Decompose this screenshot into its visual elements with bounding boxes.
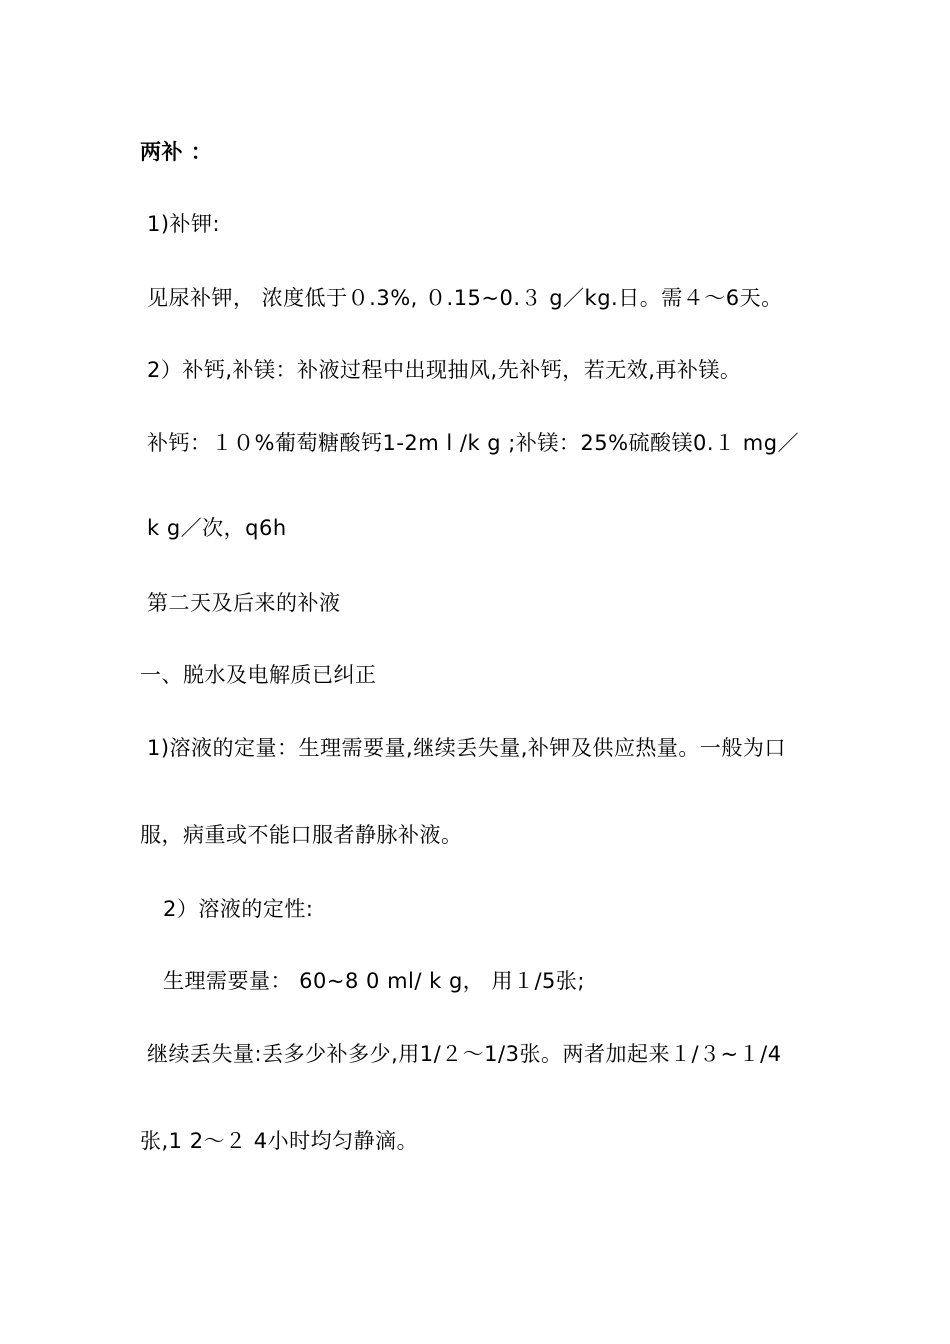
- paragraph: 继续丢失量:丢多少补多少,用1/２～1/3张。两者加起来１/３~１/4: [147, 1042, 782, 1066]
- paragraph: k g／次，q6h: [147, 516, 287, 540]
- paragraph: 生理需要量： 60~8 0 ml/ k g， 用１/5张;: [163, 969, 585, 993]
- paragraph: 一、脱水及电解质已纠正: [140, 663, 377, 687]
- paragraph: 见尿补钾， 浓度低于０.3%, ０.15~0.３ g／kg.日。需４～6天。: [147, 286, 783, 310]
- paragraph: 2）补钙,补镁：补液过程中出现抽风,先补钙，若无效,再补镁。: [147, 358, 742, 382]
- paragraph: 服，病重或不能口服者静脉补液。: [140, 823, 463, 847]
- paragraph: 2）溶液的定性:: [163, 897, 314, 921]
- paragraph: 1)溶液的定量：生理需要量,继续丢失量,补钾及供应热量。一般为口: [147, 736, 786, 760]
- paragraph: 补钙：１０%葡萄糖酸钙1-2m l /k g ;补镁：25%硫酸镁0.１ mg／: [147, 431, 800, 455]
- paragraph: 张,1 2～２ 4小时均匀静滴。: [140, 1129, 419, 1153]
- section-heading: 两补 ：: [140, 140, 213, 164]
- paragraph: 第二天及后来的补液: [147, 591, 341, 615]
- paragraph: 1)补钾:: [147, 212, 221, 236]
